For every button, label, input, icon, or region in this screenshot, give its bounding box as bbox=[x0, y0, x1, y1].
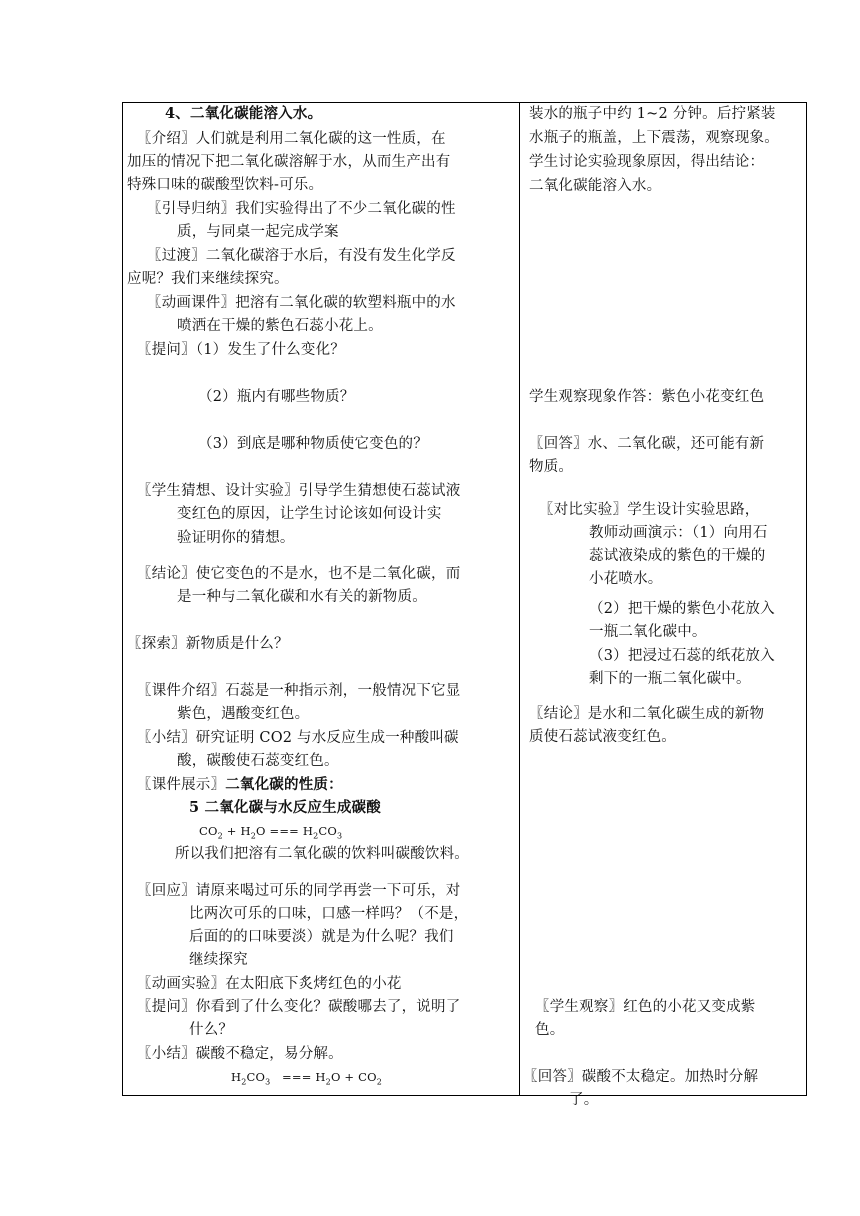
text-line: 质，与同桌一起完成学案 bbox=[177, 224, 339, 240]
text-line: 物质。 bbox=[529, 459, 574, 475]
text-line: 学生讨论实验现象原因，得出结论： bbox=[529, 154, 765, 170]
text-line: 质使石蕊试液变红色。 bbox=[529, 729, 676, 745]
text-line: 应呢？我们来继续探究。 bbox=[127, 271, 289, 287]
text-line: 〖介绍〗人们就是利用二氧化碳的这一性质，在 bbox=[137, 131, 446, 147]
lesson-table bbox=[122, 102, 807, 1108]
eq-sub: 2 bbox=[250, 831, 257, 841]
text-line: 〖过渡〗二氧化碳溶于水后，有没有发生化学反 bbox=[147, 248, 456, 264]
text-line: 〖学生猜想、设计实验〗引导学生猜想使石蕊试液 bbox=[137, 483, 461, 499]
eq-sub: 2 bbox=[313, 831, 319, 841]
text-line: 〖探索〗新物质是什么？ bbox=[127, 636, 289, 652]
eq-sub: 2 bbox=[241, 1077, 247, 1087]
text-line: 验证明你的猜想。 bbox=[177, 530, 295, 546]
text-line: 装水的瓶子中约 1~2 分钟。后拧紧装 bbox=[529, 106, 776, 122]
eq-sub: 2 bbox=[376, 1077, 383, 1087]
text-line: 喷洒在干燥的紫色石蕊小花上。 bbox=[177, 318, 383, 334]
text-line: 〖结论〗是水和二氧化碳生成的新物 bbox=[529, 706, 765, 722]
text-line: 〖小结〗碳酸不稳定，易分解。 bbox=[137, 1046, 343, 1062]
eq-sub: 2 bbox=[217, 831, 223, 841]
text-line: 酸，碳酸使石蕊变红色。 bbox=[177, 753, 339, 769]
text-line: 是一种与二氧化碳和水有关的新物质。 bbox=[177, 589, 427, 605]
text-line: 〖小结〗研究证明 CO2 与水反应生成一种酸叫碳 bbox=[137, 730, 459, 746]
eq-part: + H bbox=[222, 824, 251, 838]
eq-sub: 3 bbox=[265, 1077, 271, 1087]
eq-part: CO bbox=[199, 824, 218, 838]
eq-part: O + CO bbox=[330, 1070, 377, 1084]
text-line: 〖动画课件〗把溶有二氧化碳的软塑料瓶中的水 bbox=[147, 295, 456, 311]
text-line: 所以我们把溶有二氧化碳的饮料叫碳酸饮料。 bbox=[175, 846, 469, 862]
eq-part: O === H bbox=[256, 824, 314, 838]
text-line: 〖回答〗碳酸不太稳定。加热时分解 bbox=[523, 1069, 759, 1085]
eq-part: CO bbox=[246, 1070, 266, 1084]
eq-part: === H bbox=[270, 1070, 326, 1084]
text-line: 〖回应〗请原来喝过可乐的同学再尝一下可乐，对 bbox=[137, 883, 461, 899]
question-1: 〖提问〗（1）发生了什么变化？ bbox=[137, 342, 345, 358]
text-line: （3）把浸过石蕊的纸花放入 bbox=[589, 648, 775, 664]
text-line: 教师动画演示：（1）向用石 bbox=[589, 525, 768, 541]
eq-part: H bbox=[231, 1070, 242, 1084]
text-line: 〖结论〗使它变色的不是水，也不是二氧化碳，而 bbox=[137, 566, 461, 582]
text-line: 〖回答〗水、二氧化碳，还可能有新 bbox=[529, 436, 765, 452]
text-line: 〖动画实验〗在太阳底下炙烤红色的小花 bbox=[137, 976, 402, 992]
text-line: （2）把干燥的紫色小花放入 bbox=[589, 601, 775, 617]
eq-sub: 3 bbox=[337, 831, 343, 841]
text-line: 小花喷水。 bbox=[589, 571, 663, 587]
column-divider bbox=[519, 103, 520, 1095]
text-line: 加压的情况下把二氧化碳溶解于水，从而生产出有 bbox=[127, 154, 451, 170]
text-line: 特殊口味的碳酸型饮料-可乐。 bbox=[127, 177, 324, 193]
bold-heading: 二氧化碳的性质： bbox=[225, 776, 343, 793]
text-line: 水瓶子的瓶盖，上下震荡，观察现象。 bbox=[529, 130, 779, 146]
text-line: 色。 bbox=[535, 1022, 565, 1038]
question-3: （3）到底是哪种物质使它变色的？ bbox=[198, 436, 428, 452]
text-line: 〖对比实验〗学生设计实验思路， bbox=[539, 502, 760, 518]
text-line: 蕊试液染成的紫色的干燥的 bbox=[589, 548, 766, 564]
text-line: 〖课件介绍〗石蕊是一种指示剂，一般情况下它显 bbox=[137, 683, 461, 699]
text-line: 什么？ bbox=[189, 1022, 234, 1038]
text-line: 变红色的原因，让学生讨论该如何设计实 bbox=[177, 506, 442, 522]
text-line: 后面的的口味要淡）就是为什么呢？我们 bbox=[189, 929, 454, 945]
text-line: 学生观察现象作答：紫色小花变红色 bbox=[529, 389, 765, 405]
subsection-heading: 5 二氧化碳与水反应生成碳酸 bbox=[189, 799, 381, 816]
text-line: 〖引导归纳〗我们实验得出了不少二氧化碳的性 bbox=[147, 201, 456, 217]
eq-part: CO bbox=[318, 824, 338, 838]
text-line: 一瓶二氧化碳中。 bbox=[589, 624, 707, 640]
eq-sub: 2 bbox=[325, 1077, 331, 1087]
text-line: 了。 bbox=[569, 1092, 599, 1108]
text-line: 二氧化碳能溶入水。 bbox=[529, 178, 662, 194]
label: 〖课件展示〗 bbox=[137, 777, 226, 793]
section-heading: 4、二氧化碳能溶入水。 bbox=[165, 105, 323, 122]
question-2: （2）瓶内有哪些物质？ bbox=[198, 389, 355, 405]
text-line: 紫色，遇酸变红色。 bbox=[177, 706, 310, 722]
text-line bbox=[137, 774, 343, 796]
equation-2 bbox=[231, 1066, 382, 1093]
text-line: 〖提问〗你看到了什么变化？碳酸哪去了，说明了 bbox=[137, 999, 461, 1015]
text-line: 剩下的一瓶二氧化碳中。 bbox=[589, 671, 751, 687]
text-line: 比两次可乐的口味，口感一样吗？（不是， bbox=[189, 906, 469, 922]
text-line: 〖学生观察〗红色的小花又变成紫 bbox=[535, 999, 756, 1015]
text-line: 继续探究 bbox=[189, 952, 248, 968]
